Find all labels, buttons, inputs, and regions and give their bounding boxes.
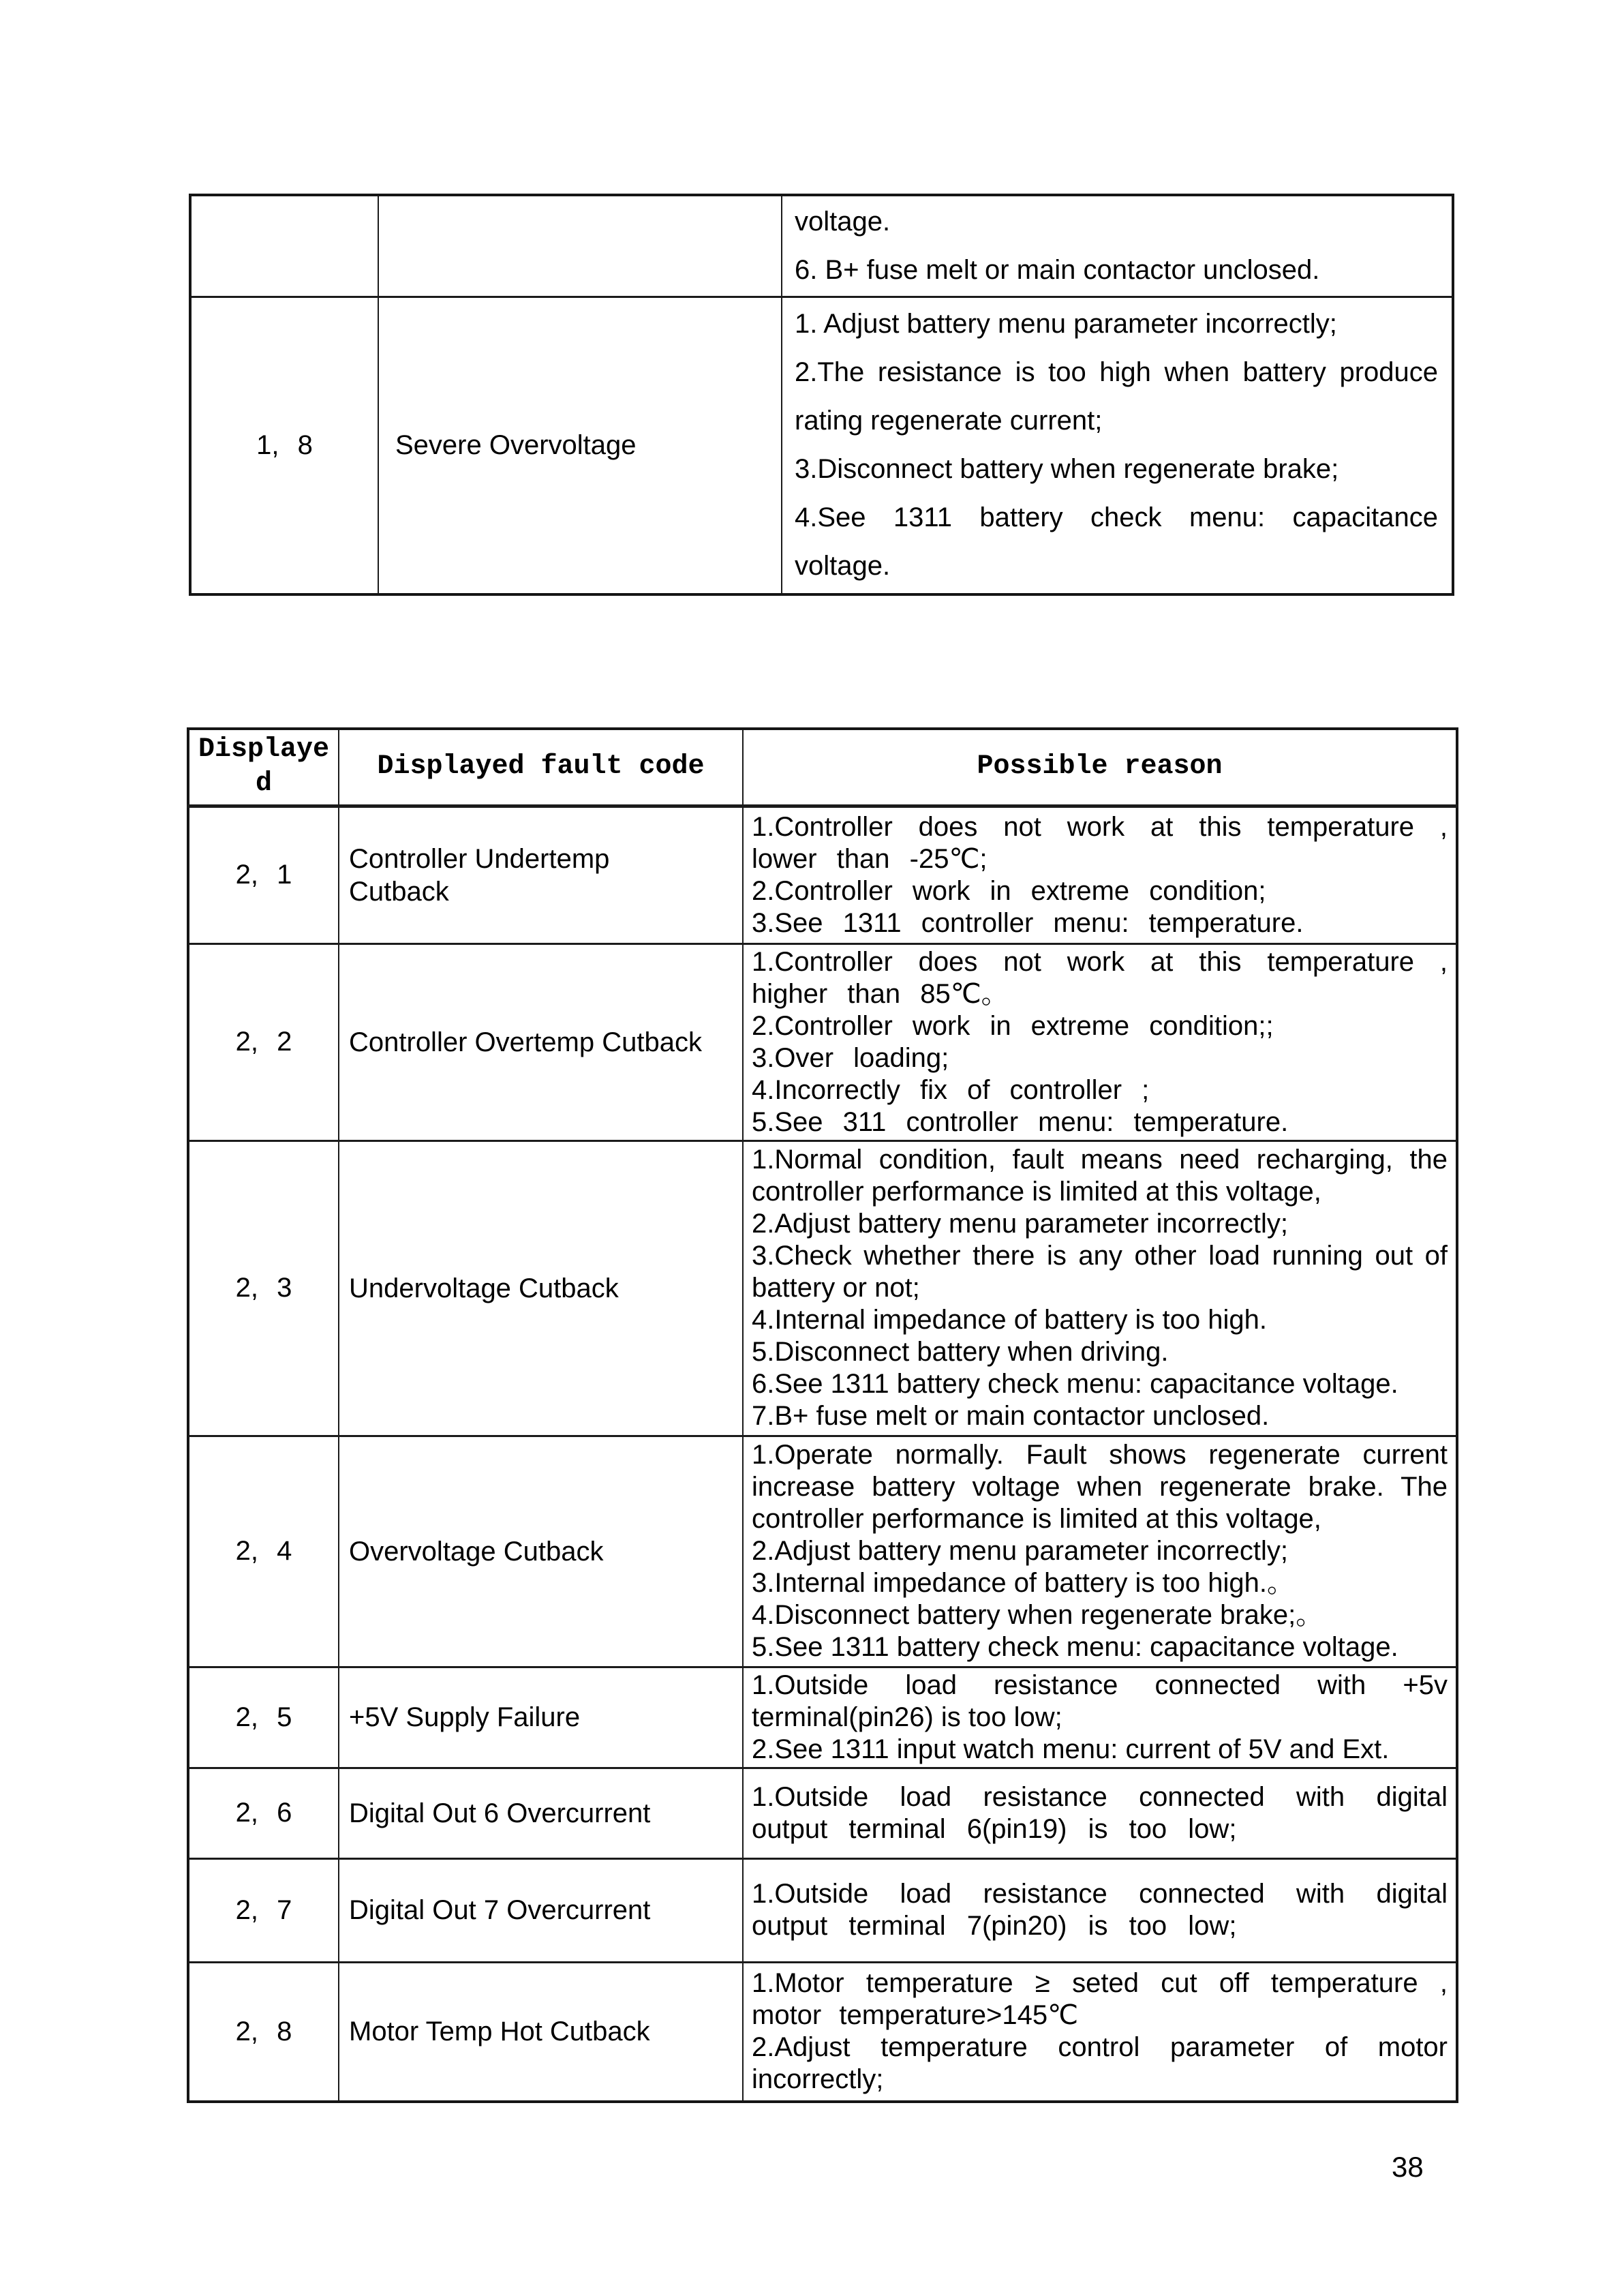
reason-item: 1.Operate normally. Fault shows regenerate current increase battery voltage when regenerate brake. The controller performance is limited at this voltage, — [752, 1440, 1448, 1534]
reason-item: 5.See 1311 battery check menu: capacitance voltage. — [752, 1632, 1398, 1662]
possible-reason-cell — [743, 1858, 1457, 1962]
fault-table — [187, 727, 1458, 2103]
reason-item: 1.Outside load resistance connected with digital output terminal 6(pin19) is too low; — [752, 1781, 1448, 1844]
reason-item: 2.Controller work in extreme condition;; — [752, 1010, 1274, 1041]
table-row — [188, 1858, 1457, 1962]
possible-reason-cell — [782, 195, 1453, 297]
header-possible-reason: Possible reason — [743, 729, 1457, 806]
table-row — [190, 297, 1453, 594]
fault-code-cell — [378, 195, 782, 297]
possible-reason-cell — [782, 297, 1453, 594]
table-row — [188, 1436, 1457, 1667]
reason-item: 2.The resistance is too high when battery produce rating regenerate current; — [795, 357, 1438, 436]
reason-item: 4.Incorrectly fix of controller ; — [752, 1074, 1150, 1105]
reason-item: voltage. — [795, 207, 891, 237]
reason-item: 5.Disconnect battery when driving. — [752, 1337, 1169, 1367]
fault-code-cell: Motor Temp Hot Cutback — [339, 1962, 743, 2102]
reason-item: 4.Internal impedance of battery is too high. — [752, 1305, 1268, 1335]
reason-item: 2.See 1311 input watch menu: current of 5V and Ext. — [752, 1734, 1390, 1764]
reason-item: 3.Check whether there is any other load running out of battery or not; — [752, 1241, 1448, 1303]
header-displayed: Displayed — [188, 729, 339, 806]
fault-code-cell: Undervoltage Cutback — [339, 1141, 743, 1436]
fault-code-cell: Digital Out 7 Overcurrent — [339, 1858, 743, 1962]
table-row — [188, 1768, 1457, 1858]
fault-code-cell: Overvoltage Cutback — [339, 1436, 743, 1667]
table-row — [188, 1141, 1457, 1436]
table-row — [188, 1962, 1457, 2102]
reason-item: 3.Disconnect battery when regenerate brake; — [795, 454, 1339, 485]
table-header-row — [188, 729, 1457, 806]
table-row — [188, 943, 1457, 1141]
reason-item: 3.Internal impedance of battery is too high.。 — [752, 1568, 1295, 1598]
fault-table-continued — [189, 194, 1454, 596]
possible-reason-cell — [743, 1768, 1457, 1858]
possible-reason-cell — [743, 1667, 1457, 1768]
fault-code-cell: Controller Undertemp Cutback — [339, 806, 743, 943]
fault-code-cell: Severe Overvoltage — [378, 297, 782, 594]
reason-item: 2.Controller work in extreme condition; — [752, 875, 1266, 906]
possible-reason-cell — [743, 1436, 1457, 1667]
reason-item: 7.B+ fuse melt or main contactor unclosed. — [752, 1401, 1270, 1431]
fault-code-cell: +5V Supply Failure — [339, 1667, 743, 1768]
display-code-cell: 2, 7 — [188, 1858, 339, 1962]
fault-code-cell: Controller Overtemp Cutback — [339, 943, 743, 1141]
reason-item: 1.Outside load resistance connected with digital output terminal 7(pin20) is too low; — [752, 1879, 1448, 1941]
possible-reason-cell — [743, 806, 1457, 943]
table-row — [188, 1667, 1457, 1768]
possible-reason-cell — [743, 1962, 1457, 2102]
reason-item: 2.Adjust battery menu parameter incorrectly; — [752, 1209, 1289, 1239]
reason-item: 5.See 311 controller menu: temperature. — [752, 1106, 1289, 1137]
reason-item: 3.Over loading; — [752, 1042, 949, 1073]
display-code-cell: 2, 3 — [188, 1141, 339, 1436]
display-code-cell: 2, 6 — [188, 1768, 339, 1858]
header-fault-code: Displayed fault code — [339, 729, 743, 806]
display-code-cell: 2, 5 — [188, 1667, 339, 1768]
reason-item: 1.Controller does not work at this temperature , lower than -25℃; — [752, 811, 1448, 874]
display-code-cell: 2, 8 — [188, 1962, 339, 2102]
display-code-cell: 2, 2 — [188, 943, 339, 1141]
reason-item: 1.Motor temperature ≥ seted cut off temperature , motor temperature>145℃ — [752, 1968, 1448, 2031]
reason-item: 2.Adjust battery menu parameter incorrectly; — [752, 1536, 1289, 1566]
possible-reason-cell — [743, 1141, 1457, 1436]
display-code-cell: 1, 8 — [190, 297, 378, 594]
reason-item: 1. Adjust battery menu parameter incorrectly; — [795, 309, 1337, 339]
reason-item: 1.Normal condition, fault means need recharging, the controller performance is limited at this voltage, — [752, 1145, 1448, 1207]
reason-item: 4.See 1311 battery check menu: capacitance voltage. — [795, 502, 1438, 581]
table-row — [190, 195, 1453, 297]
reason-item: 1.Controller does not work at this temperature , higher than 85℃。 — [752, 946, 1448, 1009]
possible-reason-cell — [743, 943, 1457, 1141]
reason-item: 3.See 1311 controller menu: temperature. — [752, 907, 1304, 938]
display-code-cell: 2, 1 — [188, 806, 339, 943]
reason-item: 4.Disconnect battery when regenerate brake;。 — [752, 1600, 1323, 1630]
display-code-cell — [190, 195, 378, 297]
reason-item: 2.Adjust temperature control parameter of motor incorrectly; — [752, 2032, 1448, 2095]
reason-item: 1.Outside load resistance connected with +5v terminal(pin26) is too low; — [752, 1670, 1448, 1732]
display-code-cell: 2, 4 — [188, 1436, 339, 1667]
page-number: 38 — [1392, 2151, 1424, 2183]
reason-item: 6.See 1311 battery check menu: capacitance voltage. — [752, 1369, 1398, 1399]
fault-code-cell: Digital Out 6 Overcurrent — [339, 1768, 743, 1858]
reason-item: 6. B+ fuse melt or main contactor unclosed. — [795, 255, 1320, 285]
table-row — [188, 806, 1457, 943]
